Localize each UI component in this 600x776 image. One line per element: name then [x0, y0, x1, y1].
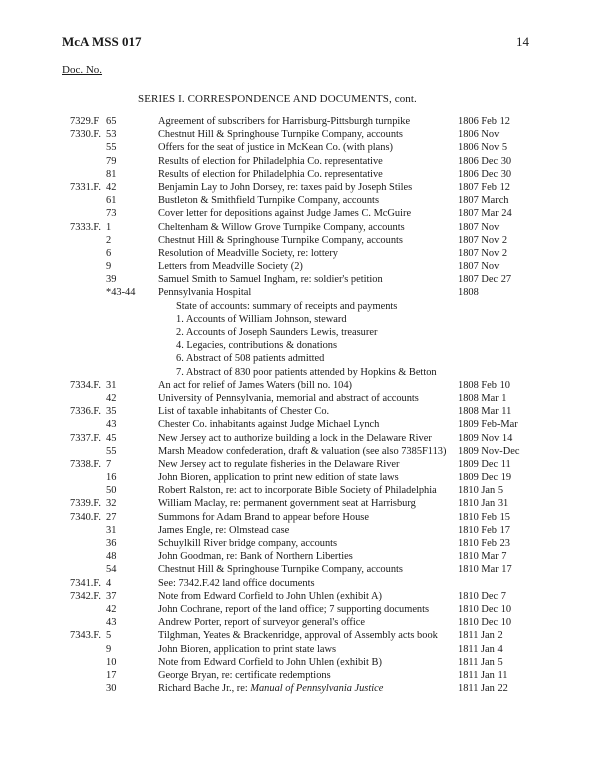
item-number: 17 — [106, 669, 117, 681]
item-number: 35 — [106, 406, 117, 418]
description: State of accounts: summary of receipts and payments — [176, 300, 398, 312]
list-item — [0, 115, 600, 128]
description: 4. Legacies, contributions & donations — [176, 340, 338, 352]
list-item — [0, 563, 600, 576]
description: Bustleton & Smithfield Turnpike Company, accounts — [158, 195, 379, 207]
doc-number: 7334.F. — [70, 379, 101, 391]
description: 6. Abstract of 508 patients admitted — [176, 353, 325, 365]
item-number: 10 — [106, 656, 117, 668]
date: 1807 Mar 24 — [458, 208, 512, 220]
description: Chestnut Hill & Springhouse Turnpike Company, accounts — [158, 234, 403, 246]
list-item — [0, 273, 600, 286]
doc-number: 7343.F. — [70, 630, 101, 642]
item-number: 30 — [106, 683, 117, 695]
date: 1809 Feb-Mar — [458, 419, 518, 431]
description: New Jersey act to authorize building a lock in the Delaware River — [158, 432, 432, 444]
description: Resolution of Meadville Society, re: lottery — [158, 247, 338, 259]
description: John Cochrane, report of the land office; 7 supporting documents — [158, 603, 430, 615]
date: 1808 Feb 10 — [458, 379, 510, 391]
list-item — [0, 524, 600, 537]
description-text: Richard Bache Jr., re: — [158, 683, 251, 695]
item-number: 39 — [106, 274, 117, 286]
description: John Bioren, application to print new edition of state laws — [158, 472, 399, 484]
description: Andrew Porter, report of surveyor general's office — [158, 617, 365, 629]
description: Pennsylvania Hospital — [158, 287, 252, 299]
list-item — [0, 155, 600, 168]
date: 1807 Nov 2 — [458, 247, 508, 259]
list-item — [0, 471, 600, 484]
list-item — [0, 392, 600, 405]
list-item — [0, 194, 600, 207]
description: Note from Edward Corfield to John Uhlen (exhibit B) — [158, 656, 382, 668]
description: Cover letter for depositions against Judge James C. McGuire — [158, 208, 412, 220]
list-item — [0, 590, 600, 603]
doc-number: 7337.F. — [70, 432, 101, 444]
date: 1808 Mar 11 — [458, 406, 512, 418]
collection-title: McA MSS 017 — [62, 34, 142, 49]
date: 1811 Jan 11 — [458, 669, 508, 681]
list-item — [0, 234, 600, 247]
doc-no-label: Doc. No. — [62, 64, 103, 76]
doc-number: 7331.F. — [70, 181, 101, 193]
item-number: 43 — [106, 419, 117, 431]
description: Note from Edward Corfield to John Uhlen (exhibit A) — [158, 590, 382, 602]
date: 1810 Feb 15 — [458, 511, 510, 523]
date: 1811 Jan 4 — [458, 643, 503, 655]
series-title: SERIES I. CORRESPONDENCE AND DOCUMENTS, cont. — [138, 93, 417, 105]
description: Marsh Meadow confederation, draft & valuation (see also 7385F113) — [158, 445, 447, 457]
date: 1810 Dec 10 — [458, 617, 512, 629]
description: Chestnut Hill & Springhouse Turnpike Company, accounts — [158, 564, 403, 576]
description: Results of election for Philadelphia Co. representative — [158, 155, 383, 167]
list-item — [0, 405, 600, 418]
description: 2. Accounts of Joseph Saunders Lewis, treasurer — [176, 327, 378, 338]
description: An act for relief of James Waters (bill no. 104) — [158, 379, 353, 391]
description: George Bryan, re: certificate redemptions — [158, 669, 331, 681]
date: 1807 March — [458, 195, 509, 207]
item-number: 6 — [106, 247, 112, 259]
description: Chester Co. inhabitants against Judge Michael Lynch — [158, 419, 380, 431]
item-number: 31 — [106, 379, 117, 391]
description: Letters from Meadville Society (2) — [158, 261, 303, 273]
description: Chestnut Hill & Springhouse Turnpike Company, accounts — [158, 129, 403, 141]
description: Offers for the seat of justice in McKean Co. (with plans) — [158, 142, 393, 154]
item-number: 1 — [106, 221, 112, 233]
description: Robert Ralston, re: act to incorporate Bible Society of Philadelphia — [158, 485, 437, 497]
list-item — [0, 326, 600, 339]
item-number: 73 — [106, 208, 117, 220]
item-number: *43-44 — [106, 287, 136, 299]
list-item — [0, 629, 600, 642]
doc-number: 7330.F. — [70, 129, 101, 141]
item-number: 2 — [106, 234, 112, 246]
list-item — [0, 537, 600, 550]
item-number: 79 — [106, 155, 117, 167]
description: Tilghman, Yeates & Brackenridge, approval of Assembly acts book — [158, 630, 438, 642]
item-number: 42 — [106, 392, 117, 404]
item-number: 81 — [106, 168, 117, 180]
list-item — [0, 682, 600, 695]
item-number: 50 — [106, 485, 117, 497]
date: 1809 Nov 14 — [458, 432, 513, 444]
list-item — [0, 286, 600, 299]
item-number: 9 — [106, 643, 112, 655]
list-item — [0, 603, 600, 616]
date: 1808 — [458, 287, 479, 299]
item-number: 45 — [106, 432, 117, 444]
date: 1806 Nov — [458, 129, 500, 141]
list-item — [0, 458, 600, 471]
list-item — [0, 313, 600, 326]
list-item — [0, 339, 600, 352]
description: Samuel Smith to Samuel Ingham, re: soldier's petition — [158, 274, 383, 286]
doc-number: 7333.F. — [70, 221, 101, 233]
list-item — [0, 128, 600, 141]
list-item — [0, 484, 600, 497]
item-number: 4 — [106, 577, 112, 589]
description: New Jersey act to regulate fisheries in the Delaware River — [158, 458, 400, 470]
date: 1810 Dec 10 — [458, 603, 512, 615]
list-item — [0, 418, 600, 431]
list-item — [0, 550, 600, 563]
list-item — [0, 445, 600, 458]
item-number: 61 — [106, 195, 117, 207]
doc-number: 7336.F. — [70, 406, 101, 418]
date: 1811 Jan 22 — [458, 683, 508, 695]
item-number: 42 — [106, 603, 117, 615]
item-number: 5 — [106, 630, 112, 642]
date: 1809 Dec 19 — [458, 472, 512, 484]
doc-number: 7339.F. — [70, 498, 101, 510]
date: 1806 Feb 12 — [458, 116, 510, 127]
list-item — [0, 260, 600, 273]
item-number: 31 — [106, 524, 117, 536]
doc-number: 7341.F. — [70, 577, 101, 589]
list-item — [0, 643, 600, 656]
description: John Bioren, application to print state laws — [158, 643, 337, 655]
list-item — [0, 181, 600, 194]
list-item — [0, 511, 600, 524]
document-list — [0, 115, 600, 695]
list-item — [0, 352, 600, 365]
list-item — [0, 669, 600, 682]
description: 1. Accounts of William Johnson, steward — [176, 313, 347, 325]
description: John Goodman, re: Bank of Northern Liberties — [158, 551, 353, 563]
publication-title: Manual of Pennsylvania Justice — [250, 683, 384, 695]
description: Agreement of subscribers for Harrisburg-Pittsburgh turnpike — [158, 116, 411, 127]
date: 1808 Mar 1 — [458, 392, 507, 404]
doc-number: 7338.F. — [70, 458, 101, 470]
date: 1810 Feb 17 — [458, 524, 510, 536]
date: 1809 Nov-Dec — [458, 445, 520, 457]
date: 1810 Dec 7 — [458, 590, 506, 602]
description: William Maclay, re: permanent government seat at Harrisburg — [158, 498, 416, 510]
doc-number: 7342.F. — [70, 590, 101, 602]
date: 1809 Dec 11 — [458, 458, 511, 470]
description: Cheltenham & Willow Grove Turnpike Company, accounts — [158, 221, 405, 233]
date: 1806 Dec 30 — [458, 168, 512, 180]
item-number: 9 — [106, 261, 112, 273]
list-item — [0, 366, 600, 379]
date: 1807 Nov 2 — [458, 234, 508, 246]
item-number: 48 — [106, 551, 117, 563]
list-item — [0, 577, 600, 590]
list-item — [0, 300, 600, 313]
description: James Engle, re: Olmstead case — [158, 524, 290, 536]
item-number: 53 — [106, 129, 117, 141]
description: See: 7342.F.42 land office documents — [158, 577, 315, 589]
list-item — [0, 207, 600, 220]
item-number: 55 — [106, 445, 117, 457]
description: University of Pennsylvania, memorial and abstract of accounts — [158, 392, 419, 404]
item-number: 55 — [106, 142, 117, 154]
date: 1810 Mar 17 — [458, 564, 512, 576]
description — [158, 682, 383, 695]
doc-number: 7340.F. — [70, 511, 101, 523]
date: 1807 Dec 27 — [458, 274, 512, 286]
list-item — [0, 168, 600, 181]
page-number: 14 — [516, 34, 529, 49]
item-number: 27 — [106, 511, 117, 523]
item-number: 65 — [106, 116, 117, 127]
date: 1807 Nov — [458, 261, 500, 273]
description: Results of election for Philadelphia Co. representative — [158, 168, 383, 180]
item-number: 43 — [106, 617, 117, 629]
date: 1810 Jan 5 — [458, 485, 504, 497]
description: List of taxable inhabitants of Chester Co. — [158, 406, 330, 418]
list-item — [0, 432, 600, 445]
doc-number: 7329.F — [70, 116, 100, 127]
date: 1810 Feb 23 — [458, 538, 510, 549]
item-number: 42 — [106, 181, 117, 193]
item-number: 54 — [106, 564, 117, 576]
date: 1810 Mar 7 — [458, 551, 507, 563]
description: Summons for Adam Brand to appear before House — [158, 511, 369, 523]
date: 1811 Jan 2 — [458, 630, 503, 642]
list-item — [0, 221, 600, 234]
date: 1807 Feb 12 — [458, 181, 510, 193]
date: 1806 Nov 5 — [458, 142, 508, 154]
item-number: 37 — [106, 590, 117, 602]
description: Benjamin Lay to John Dorsey, re: taxes paid by Joseph Stiles — [158, 181, 413, 193]
list-item — [0, 616, 600, 629]
date: 1810 Jan 31 — [458, 498, 509, 510]
item-number: 36 — [106, 538, 117, 549]
list-item — [0, 497, 600, 510]
description: 7. Abstract of 830 poor patients attended by Hopkins & Betton — [176, 366, 437, 378]
list-item — [0, 247, 600, 260]
item-number: 32 — [106, 498, 117, 510]
list-item — [0, 656, 600, 669]
list-item — [0, 141, 600, 154]
list-item — [0, 379, 600, 392]
item-number: 7 — [106, 458, 112, 470]
description: Schuylkill River bridge company, accounts — [158, 538, 338, 549]
item-number: 16 — [106, 472, 117, 484]
date: 1811 Jan 5 — [458, 656, 503, 668]
date: 1807 Nov — [458, 221, 500, 233]
date: 1806 Dec 30 — [458, 155, 512, 167]
